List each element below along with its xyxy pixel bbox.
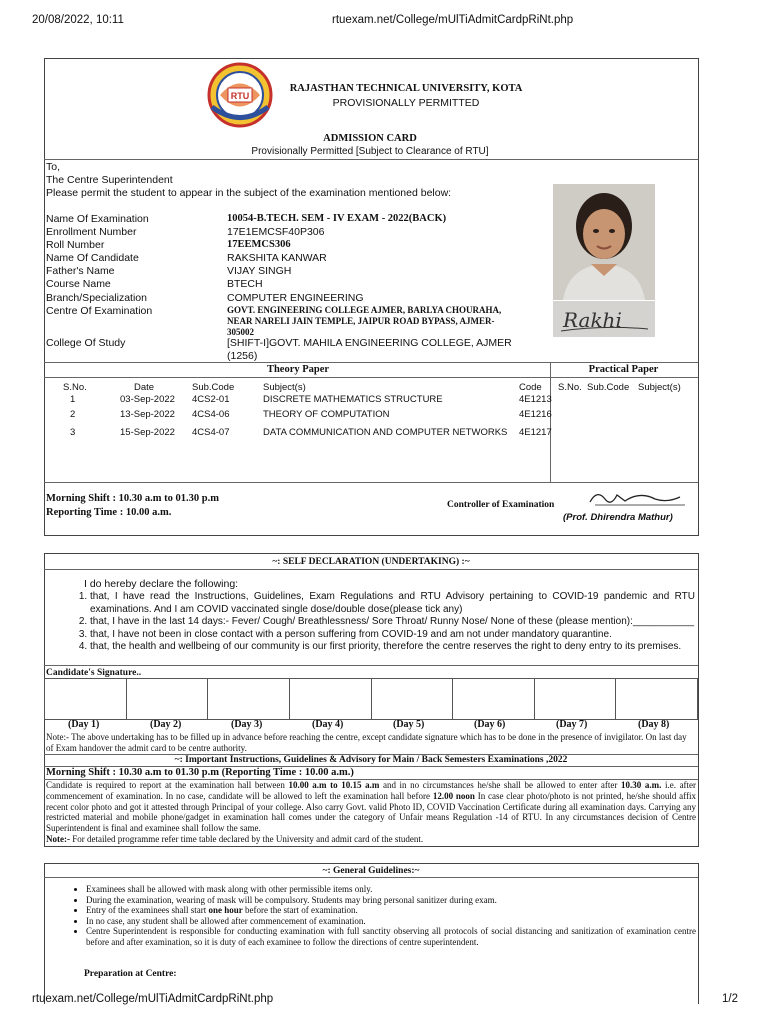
- instructions-text-2: and in no circumstances he/she shall be allowed to enter after: [382, 780, 618, 790]
- general-title: ~: General Guidelines:~: [322, 866, 420, 876]
- signature-box-day-6[interactable]: [453, 679, 535, 720]
- paper-top-divider: [44, 362, 698, 363]
- theory-row-2-date: 13-Sep-2022: [120, 409, 175, 420]
- label-father: Father's Name: [46, 265, 115, 277]
- label-roll: Roll Number: [46, 239, 105, 251]
- print-footer-url: rtuexam.net/College/mUlTiAdmitCardpRiNt.php: [32, 993, 274, 1005]
- instructions-time-3: 12.00 noon: [432, 790, 475, 801]
- paper-bottom-divider: [44, 482, 698, 483]
- theory-row-2-subject: THEORY OF COMPUTATION: [263, 409, 390, 420]
- intro-to: To,: [46, 161, 61, 173]
- label-course: Course Name: [46, 278, 111, 290]
- general-item-5: • Centre Superintendent is responsible for conducting examination with full sanctity observing all protocols of social distancing and sanitization of examination centre before and after examination, so it is duty of each examinee to follow the directions of centre superintendent.: [86, 926, 696, 947]
- day-label-5: (Day 5): [393, 719, 425, 730]
- value-branch: COMPUTER ENGINEERING: [227, 292, 364, 304]
- paper-vertical-divider: [550, 362, 551, 482]
- value-enrollment: 17E1EMCSF40P306: [227, 226, 325, 238]
- candidate-signature-image: [553, 301, 655, 337]
- value-candidate: RAKSHITA KANWAR: [227, 252, 327, 264]
- rtu-logo: [206, 62, 274, 128]
- controller-label: Controller of Examination: [447, 500, 555, 510]
- signature-box-day-5[interactable]: [371, 679, 453, 720]
- theory-row-3-code: 4E1217: [519, 427, 552, 438]
- general-item-2: • During the examination, wearing of mask will be compulsory. Students may bring personal sanitizer during exam.: [86, 895, 696, 906]
- general-title-divider: [44, 877, 698, 878]
- practical-header-subcode: Sub.Code: [587, 382, 630, 393]
- instructions-time-1: 10.00 a.m to 10.15 a.m: [288, 780, 380, 790]
- candidate-signature-label: Candidate's Signature..: [46, 668, 142, 678]
- value-exam-name: 10054-B.TECH. SEM - IV EXAM - 2022(BACK): [227, 213, 447, 224]
- card-title: ADMISSION CARD: [323, 133, 417, 144]
- theory-header-code: Code: [519, 382, 542, 393]
- declaration-item-2: 2. that, I have in the last 14 days:- Fever/ Cough/ Breathlessness/ Sore Throat/ Runny Nose/ None of these (please mention):___________: [90, 616, 695, 629]
- instructions-body: [46, 780, 696, 845]
- label-candidate: Name Of Candidate: [46, 252, 139, 264]
- instructions-note-label: Note:-: [46, 833, 70, 844]
- header-divider: [44, 159, 698, 160]
- theory-row-1-subject: DISCRETE MATHEMATICS STRUCTURE: [263, 394, 443, 405]
- instructions-text-3: i.e. after commencement of examination. In no case, candidate will be allowed to left the examination hall before: [46, 780, 697, 801]
- signature-box-day-8[interactable]: [616, 679, 698, 720]
- signature-grid: [44, 678, 698, 720]
- declaration-item-4: 4. that, the health and wellbeing of our community is our first priority, therefore the centre reserves the right to deny entry to its premises.: [90, 641, 695, 654]
- instructions-note: For detailed programme refer time table declared by the University and admit card of the student.: [72, 833, 424, 844]
- practical-title: Practical Paper: [588, 364, 659, 375]
- practical-header-sno: S.No.: [558, 382, 582, 393]
- label-exam-name: Name Of Examination: [46, 213, 149, 225]
- signature-box-day-4[interactable]: [289, 679, 371, 720]
- theory-header-sno: S.No.: [63, 382, 87, 393]
- intro-request: Please permit the student to appear in the subject of the examination mentioned below:: [46, 187, 452, 199]
- reporting-time: Reporting Time : 10.00 a.m.: [46, 507, 172, 518]
- morning-shift: Morning Shift : 10.30 a.m to 01.30 p.m: [46, 493, 219, 504]
- value-college: [SHIFT-I]GOVT. MAHILA ENGINEERING COLLEGE, AJMER (1256): [227, 337, 512, 362]
- general-entry-text: Entry of the examinees shall start: [86, 905, 207, 916]
- theory-row-1-code: 4E1213: [519, 394, 552, 405]
- value-course: BTECH: [227, 278, 263, 290]
- intro-recipient: The Centre Superintendent: [46, 174, 173, 186]
- day-label-7: (Day 7): [556, 719, 588, 730]
- declaration-title: ~: SELF DECLARATION (UNDERTAKING) :~: [272, 557, 470, 567]
- value-centre: GOVT. ENGINEERING COLLEGE AJMER, BARLYA CHOURAHA, NEAR NARELI JAIN TEMPLE, JAIPUR ROAD BYPASS, AJMER-305002: [227, 305, 502, 337]
- theory-row-1-subcode: 4CS2-01: [192, 394, 230, 405]
- print-footer: [32, 993, 738, 1005]
- permission-status: PROVISIONALLY PERMITTED: [332, 97, 480, 109]
- day-label-4: (Day 4): [312, 719, 344, 730]
- declaration-item-1: 1. that, I have read the Instructions, Guidelines, Exam Regulations and RTU Advisory pertaining to COVID-19 pandemic and RTU examinations. And I am COVID vaccinated single dose/double dose(please tick any): [90, 591, 695, 616]
- instructions-text-1: Candidate is required to report at the examination hall between: [46, 780, 285, 790]
- preparation-heading: Preparation at Centre:: [84, 969, 177, 979]
- theory-title: Theory Paper: [266, 364, 330, 375]
- day-label-1: (Day 1): [68, 719, 100, 730]
- general-entry-bold: one hour: [208, 905, 243, 916]
- signature-text: Rakhi: [563, 308, 622, 332]
- theory-row-3-subject: DATA COMMUNICATION AND COMPUTER NETWORKS: [263, 427, 508, 438]
- label-centre: Centre Of Examination: [46, 305, 153, 317]
- day-label-6: (Day 6): [474, 719, 506, 730]
- paper-header-divider: [44, 377, 698, 378]
- print-datetime: 20/08/2022, 10:11: [32, 14, 124, 26]
- theory-row-1-sno: 1: [70, 394, 76, 405]
- instructions-text-4: In case clear photo/photo is not printed, he/she should affix recent color photo and got it attested through Principal of your college. Also carry Govt. valid Photo ID, COVID Vaccination Certificate during all examination days. Carrying any restricted material and mobile phone/gadget in examination hall comes under the category of Unfair means Regulation -14 of RTU. In any circumstances decision of Centre Superintendent is final and examinee shall follow the same.: [46, 790, 697, 834]
- general-entry-tail: before the start of examination.: [244, 905, 358, 916]
- declaration-item-3: 3. that, I have not been in close contact with a person suffering from COVID-19 and am not under mandatory quarantine.: [90, 629, 695, 642]
- theory-row-2-sno: 2: [70, 409, 76, 420]
- day-label-8: (Day 8): [638, 719, 670, 730]
- declaration-intro: I do hereby declare the following:: [84, 578, 239, 590]
- label-branch: Branch/Specialization: [46, 292, 147, 304]
- controller-signature-image: [585, 487, 695, 509]
- signature-box-day-2[interactable]: [126, 679, 208, 720]
- value-father: VIJAY SINGH: [227, 265, 292, 277]
- print-page-number: 1/2: [722, 993, 738, 1005]
- value-roll: 17EEMCS306: [227, 239, 291, 250]
- instructions-title: ~: Important Instructions, Guidelines & Advisory for Main / Back Semesters Examinations ,2022: [174, 755, 568, 765]
- general-list: [68, 884, 696, 948]
- label-college: College Of Study: [46, 337, 126, 349]
- instructions-time-2: 10.30 a.m.: [621, 780, 662, 790]
- day-label-3: (Day 3): [231, 719, 263, 730]
- candidate-photo: [553, 184, 655, 300]
- declaration-title-divider: [44, 569, 698, 570]
- theory-header-date: Date: [134, 382, 155, 393]
- practical-header-subject: Subject(s): [638, 382, 681, 393]
- theory-row-2-code: 4E1216: [519, 409, 552, 420]
- day-label-2: (Day 2): [150, 719, 182, 730]
- theory-row-3-subcode: 4CS4-07: [192, 427, 230, 438]
- signature-box-day-3[interactable]: [208, 679, 290, 720]
- theory-row-2-subcode: 4CS4-06: [192, 409, 230, 420]
- signature-top-divider: [44, 665, 698, 666]
- signature-box-day-7[interactable]: [534, 679, 616, 720]
- theory-row-3-date: 15-Sep-2022: [120, 427, 175, 438]
- general-item-1: • Examinees shall be allowed with mask along with other permissible items only.: [86, 884, 696, 895]
- card-subtitle: Provisionally Permitted [Subject to Clearance of RTU]: [251, 146, 489, 157]
- theory-header-subcode: Sub.Code: [192, 382, 235, 393]
- declaration-list: [72, 591, 695, 654]
- general-item-3: [86, 905, 696, 916]
- label-enrollment: Enrollment Number: [46, 226, 137, 238]
- signature-box-day-1[interactable]: [45, 679, 127, 720]
- theory-header-subject: Subject(s): [263, 382, 306, 393]
- theory-row-1-date: 03-Sep-2022: [120, 394, 175, 405]
- controller-name: (Prof. Dhirendra Mathur): [563, 512, 673, 523]
- logo-text: RTU: [230, 91, 250, 101]
- theory-row-3-sno: 3: [70, 427, 76, 438]
- instructions-shift: Morning Shift : 10.30 a.m to 01.30 p.m (Reporting Time : 10.00 a.m.): [46, 767, 354, 778]
- print-url: rtuexam.net/College/mUlTiAdmitCardpRiNt.php: [332, 14, 574, 26]
- declaration-note: Note:- The above undertaking has to be filled up in advance before reaching the centre, except candidate signature which has to be done in the presence of invigilator. On last day of Exam handover the admit card to be centre authority.: [46, 732, 687, 753]
- university-name: RAJASTHAN TECHNICAL UNIVERSITY, KOTA: [289, 83, 523, 94]
- general-item-4: • In no case, any student shall be allowed after commencement of examination.: [86, 916, 696, 927]
